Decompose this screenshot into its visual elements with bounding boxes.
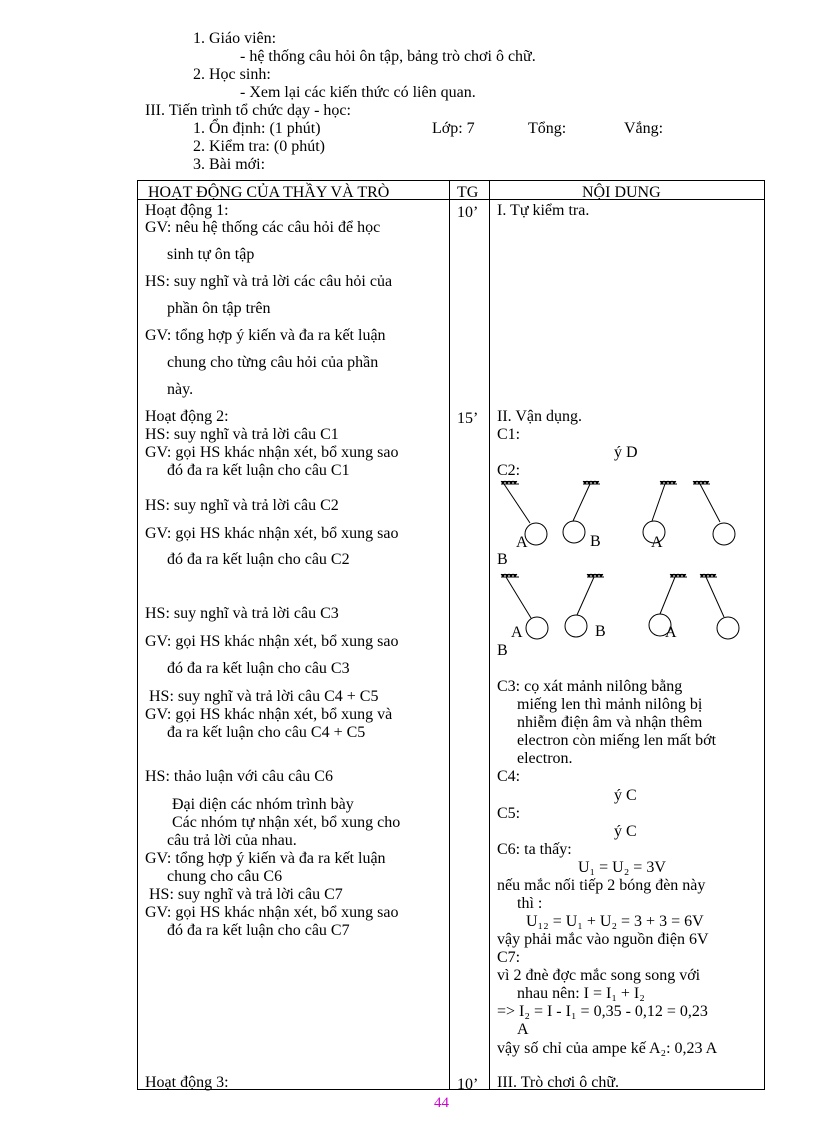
c7-line: A <box>517 1021 529 1038</box>
c5-answer: ý C <box>614 823 637 840</box>
pendulum-label-a: A <box>516 534 528 551</box>
pendulum-label-b: B <box>497 551 508 568</box>
activity-1-line: phần ôn tập trên <box>167 300 271 317</box>
activity-2-title: Hoạt động 2: <box>145 408 229 425</box>
activity-2-line: HS: suy nghĩ và trả lời câu C2 <box>145 497 339 514</box>
c7-line: => I₂ = I - I₁ = 0,35 - 0,12 = 0,23 <box>497 1003 708 1020</box>
pendulum-label-b: B <box>590 533 601 550</box>
c3-line: electron còn miếng len mất bớt <box>517 732 717 749</box>
page-number: 44 <box>434 1095 449 1111</box>
c7-line: vậy số chỉ của ampe kế A₂: 0,23 A <box>497 1040 718 1057</box>
time-1: 10’ <box>457 204 479 221</box>
activity-2-line: chung cho câu C6 <box>167 868 283 885</box>
activity-2-line: GV: gọi HS khác nhận xét, bổ xung và <box>145 706 393 723</box>
c6-label: C6: ta thấy: <box>497 841 572 858</box>
check-line: 2. Kiểm tra: (0 phút) <box>193 138 325 155</box>
c6-equation: U₁ = U₂ = 3V <box>578 859 666 876</box>
header-activity: HOẠT ĐỘNG CỦA THẦY VÀ TRÒ <box>148 184 390 199</box>
activity-1-line: GV: nêu hệ thống các câu hỏi để học <box>145 219 381 236</box>
activity-2-line: HS: suy nghĩ và trả lời câu C3 <box>145 605 339 622</box>
c5-label: C5: <box>497 805 521 822</box>
activity-1-line: sinh tự ôn tập <box>167 246 255 263</box>
new-lesson-line: 3. Bài mới: <box>193 156 266 173</box>
intro-student-heading: 2. Học sinh: <box>193 66 271 83</box>
activity-2-line: GV: tổng hợp ý kiến và đa ra kết luận <box>145 850 386 867</box>
activity-2-line: đa ra kết luận cho câu C4 + C5 <box>167 724 366 741</box>
pendulum-label-a: A <box>665 624 677 641</box>
pendulum-label-a: A <box>511 624 523 641</box>
self-check-title: I. Tự kiểm tra. <box>497 202 590 219</box>
activity-1-line: chung cho từng câu hỏi của phần <box>167 354 379 371</box>
c6-line: vậy phải mắc vào nguồn điện 6V <box>497 931 709 948</box>
c7-label: C7: <box>497 949 521 966</box>
intro-student-item: - Xem lại các kiến thức có liên quan. <box>240 84 476 101</box>
c7-line: vì 2 đnè đợc mắc song song với <box>497 967 701 984</box>
pendulum-label-b: B <box>497 642 508 659</box>
activity-2-line: GV: gọi HS khác nhận xét, bổ xung sao <box>145 444 399 461</box>
activity-2-line: GV: gọi HS khác nhận xét, bổ xung sao <box>145 633 399 650</box>
time-2: 15’ <box>457 410 479 427</box>
c3-line: miếng len thì mảnh nilông bị <box>517 696 703 713</box>
activity-1-line: này. <box>167 381 194 398</box>
total-label: Tổng: <box>528 120 567 137</box>
header-content: NỘI DUNG <box>582 184 661 199</box>
class-label: Lớp: 7 <box>432 120 475 137</box>
activity-3-title: Hoạt động 3: <box>145 1074 229 1091</box>
pendulum-label-a: A <box>651 534 663 551</box>
intro-teacher-heading: 1. Giáo viên: <box>193 30 277 47</box>
c2-label: C2: <box>497 462 521 479</box>
c3-line: C3: cọ xát mảnh nilông bằng <box>497 678 683 695</box>
section-heading: III. Tiến trình tổ chức dạy - học: <box>145 102 351 119</box>
pendulum-label-b: B <box>595 623 606 640</box>
activity-1-title: Hoạt động 1: <box>145 202 229 219</box>
c3-line: nhiễm điện âm và nhận thêm <box>517 714 703 731</box>
activity-2-line: HS: suy nghĩ và trả lời câu C7 <box>149 886 343 903</box>
c6-line: nếu mắc nối tiếp 2 bóng đèn này <box>497 877 706 894</box>
c3-line: electron. <box>517 750 573 767</box>
c6-equation: U₁₂ = U₁ + U₂ = 3 + 3 = 6V <box>526 913 704 930</box>
activity-2-line: GV: gọi HS khác nhận xét, bổ xung sao <box>145 904 399 921</box>
intro-teacher-item: - hệ thống câu hỏi ôn tập, bảng trò chơi ô chữ. <box>240 48 536 65</box>
activity-2-line: đó đa ra kết luận cho câu C2 <box>167 551 350 568</box>
c1-answer: ý D <box>614 444 638 461</box>
header-time: TG <box>457 184 479 199</box>
activity-2-line: HS: thảo luận với câu câu C6 <box>145 768 333 785</box>
crossword-title: III. Trò chơi ô chữ. <box>497 1074 620 1091</box>
activity-2-line: đó đa ra kết luận cho câu C1 <box>167 462 350 479</box>
time-3: 10’ <box>457 1076 479 1093</box>
activity-2-line: Các nhóm tự nhận xét, bổ xung cho <box>172 814 401 831</box>
activity-2-line: đó đa ra kết luận cho câu C3 <box>167 660 350 677</box>
activity-2-line: đó đa ra kết luận cho câu C7 <box>167 922 350 939</box>
activity-1-line: GV: tổng hợp ý kiến và đa ra kết luận <box>145 327 386 344</box>
c6-line: thì : <box>517 895 543 912</box>
apply-title: II. Vận dụng. <box>497 408 583 425</box>
activity-2-line: câu trả lời của nhau. <box>167 832 297 849</box>
absent-label: Vắng: <box>624 120 664 137</box>
c4-label: C4: <box>497 768 521 785</box>
activity-2-line: GV: gọi HS khác nhận xét, bổ xung sao <box>145 525 399 542</box>
c1-label: C1: <box>497 426 521 443</box>
activity-2-line: HS: suy nghĩ và trả lời câu C1 <box>145 426 339 443</box>
stabilize-line: 1. Ổn định: (1 phút) <box>193 120 321 137</box>
activity-2-line: Đại diện các nhóm trình bày <box>172 796 354 813</box>
activity-2-line: HS: suy nghĩ và trả lời câu C4 + C5 <box>149 688 379 705</box>
c7-line: nhau nên: I = I₁ + I₂ <box>517 985 645 1002</box>
c4-answer: ý C <box>614 787 637 804</box>
activity-1-line: HS: suy nghĩ và trả lời các câu hỏi của <box>145 273 393 290</box>
